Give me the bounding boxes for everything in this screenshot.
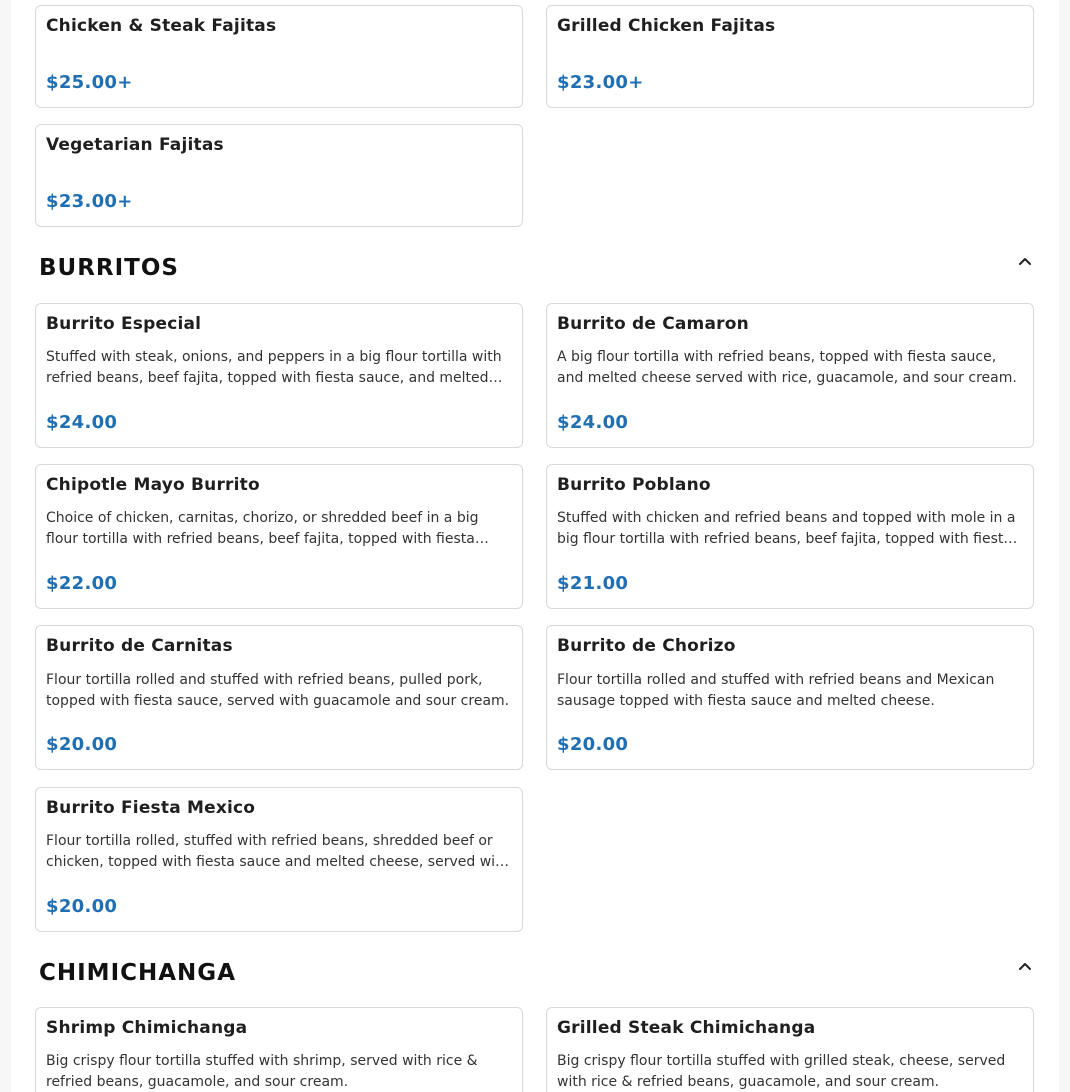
item-name: Burrito de Chorizo [557,636,736,656]
item-price: $20.00 [46,896,118,917]
item-price: $21.00 [557,573,629,594]
item-name: Burrito Poblano [557,475,711,495]
item-price: $22.00 [46,573,118,594]
item-price: $23.00+ [557,72,644,93]
item-description: Stuffed with chicken and refried beans and topped with mole in a big flour tortilla with refried beans, beef fajita, topped with fiesta [557,510,1016,547]
item-description: A big flour tortilla with refried beans, topped with fiesta sauce, and melted cheese served with rice, guacamole, and sour cream. [557,349,1017,386]
item-description: Flour tortilla rolled, stuffed with refried beans, shredded beef or chicken, topped with fiesta sauce and melted cheese, served with [46,833,510,870]
section-title-burritos: BURRITOS [39,255,179,281]
item-description: Big crispy flour tortilla stuffed with grilled steak, cheese, served with rice & refried beans, guacamole, and sour cream. [557,1053,1006,1090]
chevron-up-icon[interactable] [1017,958,1033,974]
menu-item-card[interactable] [35,124,523,227]
item-description: Flour tortilla rolled and stuffed with refried beans, pulled pork, topped with fiesta sauce, served with guacamole and sour cream. [46,672,510,709]
item-price: $25.00+ [46,72,133,93]
item-price: $20.00 [46,734,118,755]
item-name: Burrito de Camaron [557,314,749,334]
item-description: Big crispy flour tortilla stuffed with shrimp, served with rice & refried beans, guacamole, and sour cream. [46,1053,478,1090]
chevron-up-icon[interactable] [1017,253,1033,269]
menu-item-card[interactable] [35,5,523,108]
menu-item-card[interactable] [546,464,1034,609]
menu-item-card[interactable] [35,464,523,609]
item-name: Shrimp Chimichanga [46,1018,248,1038]
item-price: $23.00+ [46,191,133,212]
item-price: $24.00 [557,412,629,433]
item-price: $20.00 [557,734,629,755]
section-title-chimichanga: CHIMICHANGA [39,960,236,986]
item-description: Flour tortilla rolled and stuffed with refried beans and Mexican sausage topped with fiesta sauce and melted cheese. [557,672,995,709]
item-name: Grilled Chicken Fajitas [557,16,776,36]
menu-item-card[interactable] [546,303,1034,448]
menu-item-card[interactable] [546,1007,1034,1092]
menu-item-card[interactable] [546,5,1034,108]
item-name: Burrito Especial [46,314,202,334]
menu-item-card[interactable] [35,1007,523,1092]
item-name: Chipotle Mayo Burrito [46,475,260,495]
menu-item-card[interactable] [35,303,523,448]
item-description: Stuffed with steak, onions, and peppers in a big flour tortilla with refried beans, beef fajita, topped with fiesta sauce, and melted [46,349,502,386]
item-name: Burrito de Carnitas [46,636,233,656]
item-name: Burrito Fiesta Mexico [46,798,256,818]
item-name: Grilled Steak Chimichanga [557,1018,816,1038]
menu-page [11,0,1059,1092]
item-name: Chicken & Steak Fajitas [46,16,277,36]
item-description: Choice of chicken, carnitas, chorizo, or shredded beef in a big flour tortilla with refried beans, beef fajita, topped with fiesta [46,510,479,547]
item-name: Vegetarian Fajitas [46,135,224,155]
menu-item-card[interactable] [35,787,523,932]
item-price: $24.00 [46,412,118,433]
menu-item-card[interactable] [35,625,523,770]
menu-item-card[interactable] [546,625,1034,770]
